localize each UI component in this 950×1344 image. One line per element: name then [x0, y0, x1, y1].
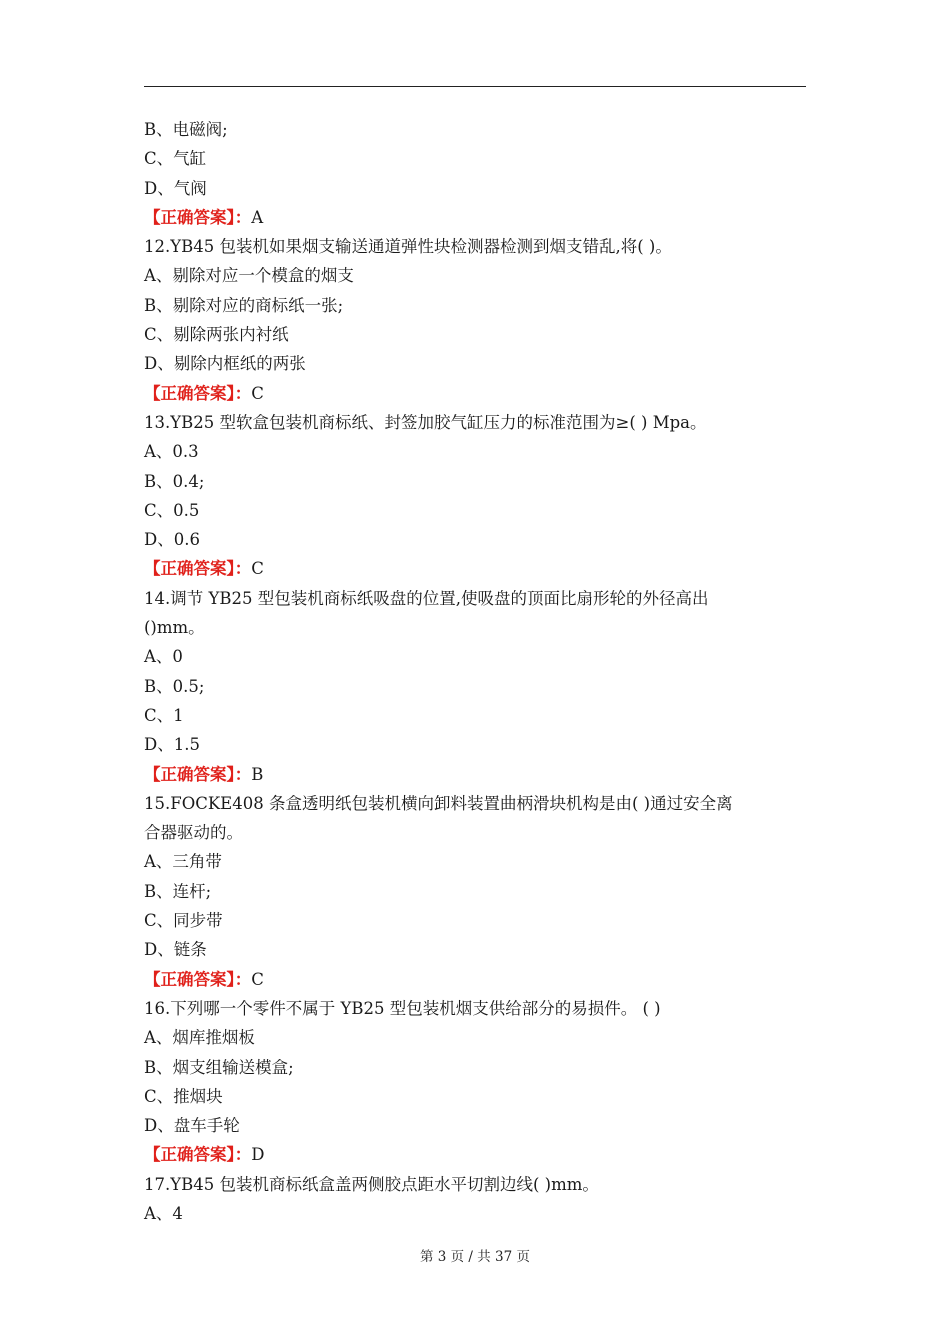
- answer-value: A: [251, 207, 264, 227]
- text-line: 14.调节 YB25 型包装机商标纸吸盘的位置,使吸盘的顶面比扇形轮的外径高出: [144, 588, 709, 608]
- text-line: 17.YB45 包装机商标纸盒盖两侧胶点距水平切割边线( )mm。: [144, 1174, 599, 1194]
- text-line: B、0.5;: [144, 676, 205, 696]
- answer-value: C: [251, 383, 264, 403]
- text-line: C、剔除两张内衬纸: [144, 325, 289, 345]
- text-line: A、0: [144, 647, 183, 667]
- text-line: C、同步带: [144, 911, 223, 931]
- text-line: 13.YB25 型软盒包装机商标纸、封签加胶气缸压力的标准范围为≥( ) Mpa。: [144, 412, 707, 432]
- answer-label: 【正确答案】：: [144, 559, 252, 579]
- text-line: A、4: [144, 1203, 183, 1223]
- answer-value: C: [251, 969, 264, 989]
- text-line: 15.FOCKE408 条盒透明纸包装机横向卸料装置曲柄滑块机构是由( )通过安全离: [144, 793, 733, 813]
- text-line: D、剔除内框纸的两张: [144, 354, 306, 374]
- text-line: B、烟支组输送模盒;: [144, 1057, 294, 1077]
- answer-label: 【正确答案】：: [144, 969, 252, 989]
- text-line: B、0.4;: [144, 471, 205, 491]
- text-line: A、三角带: [144, 852, 222, 872]
- text-line: D、盘车手轮: [144, 1116, 240, 1136]
- answer-value: B: [251, 764, 264, 784]
- text-line: D、0.6: [144, 530, 200, 550]
- answer-label: 【正确答案】：: [144, 383, 252, 403]
- document-body: [144, 115, 806, 1228]
- text-line: B、连杆;: [144, 881, 212, 901]
- text-line: C、气缸: [144, 149, 207, 169]
- text-line: D、1.5: [144, 735, 200, 755]
- text-line: C、0.5: [144, 500, 200, 520]
- text-line: B、剔除对应的商标纸一张;: [144, 295, 344, 315]
- answer-line: [144, 379, 806, 408]
- answer-line: [144, 1140, 806, 1169]
- header-rule: [144, 86, 806, 87]
- text-line: D、气阀: [144, 178, 207, 198]
- answer-value: C: [251, 559, 264, 579]
- answer-line: [144, 965, 806, 994]
- text-line: D、链条: [144, 940, 207, 960]
- answer-line: [144, 203, 806, 232]
- text-line: C、推烟块: [144, 1086, 223, 1106]
- page-footer: 第 3 页 / 共 37 页: [419, 1249, 531, 1265]
- text-line: ()mm。: [144, 618, 205, 638]
- answer-label: 【正确答案】：: [144, 207, 252, 227]
- answer-label: 【正确答案】：: [144, 764, 252, 784]
- text-line: A、0.3: [144, 442, 199, 462]
- text-line: 12.YB45 包装机如果烟支输送通道弹性块检测器检测到烟支错乱,将( )。: [144, 237, 672, 257]
- text-line: 合器驱动的。: [144, 823, 243, 843]
- answer-value: D: [251, 1145, 265, 1165]
- text-line: 16.下列哪一个零件不属于 YB25 型包装机烟支供给部分的易损件。 ( ): [144, 998, 661, 1018]
- text-line: A、剔除对应一个模盒的烟支: [144, 266, 354, 286]
- text-line: B、电磁阀;: [144, 120, 228, 139]
- answer-line: [144, 760, 806, 789]
- text-line: A、烟库推烟板: [144, 1028, 255, 1048]
- answer-label: 【正确答案】：: [144, 1145, 252, 1165]
- answer-line: [144, 554, 806, 583]
- text-line: C、1: [144, 705, 184, 725]
